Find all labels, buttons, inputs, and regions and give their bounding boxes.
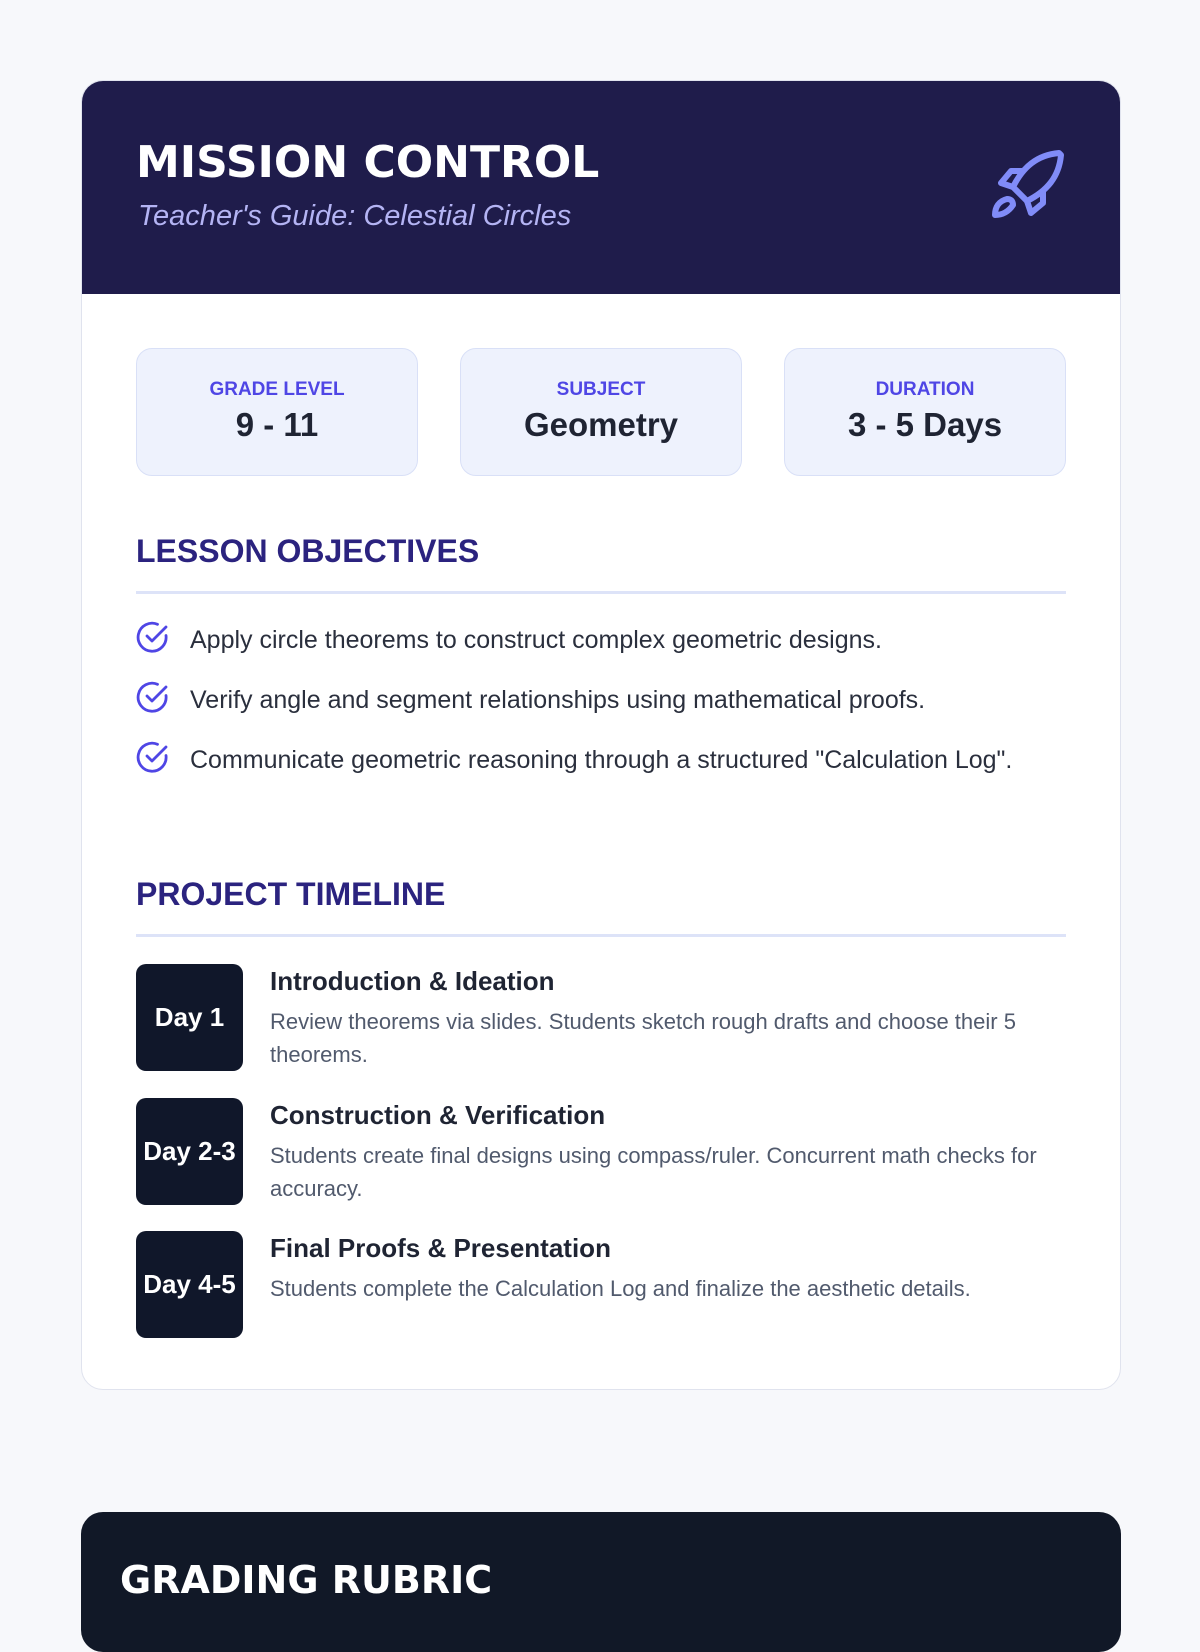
stat-grade-level bbox=[136, 348, 418, 476]
card-header bbox=[82, 81, 1120, 294]
rubric-title: GRADING RUBRIC bbox=[120, 1558, 493, 1602]
stat-subject bbox=[460, 348, 742, 476]
objective-text: Verify angle and segment relationships using mathematical proofs. bbox=[190, 686, 926, 714]
stat-value: 3 - 5 Days bbox=[847, 406, 1003, 443]
timeline-heading: PROJECT TIMELINE bbox=[136, 876, 446, 912]
check-circle-icon bbox=[136, 620, 170, 654]
day-badge: Day 1 bbox=[136, 964, 243, 1071]
page-title: MISSION CONTROL bbox=[136, 137, 600, 188]
objective-text: Apply circle theorems to construct complex geometric designs. bbox=[190, 626, 882, 654]
timeline-item-description: Students complete the Calculation Log and finalize the aesthetic details. bbox=[270, 1276, 971, 1301]
objectives-heading: LESSON OBJECTIVES bbox=[136, 533, 480, 569]
check-circle-icon bbox=[136, 740, 170, 774]
timeline-item-title: Final Proofs & Presentation bbox=[270, 1233, 611, 1263]
timeline-item-description: Review theorems via slides. Students sketch rough drafts and choose their 5 theorems. bbox=[270, 1009, 1016, 1067]
stat-label: DURATION bbox=[875, 379, 975, 400]
day-badge: Day 4-5 bbox=[136, 1231, 243, 1338]
stat-duration bbox=[784, 348, 1066, 476]
stat-value: Geometry bbox=[523, 406, 679, 443]
stat-label: GRADE LEVEL bbox=[209, 379, 345, 400]
check-circle-icon bbox=[136, 680, 170, 714]
grading-rubric-card bbox=[81, 1512, 1121, 1652]
stat-value: 9 - 11 bbox=[235, 406, 319, 443]
page-subtitle: Teacher's Guide: Celestial Circles bbox=[138, 200, 572, 232]
teacher-guide-card bbox=[81, 80, 1121, 1390]
timeline-item-title: Construction & Verification bbox=[270, 1100, 606, 1130]
lesson-stats bbox=[136, 348, 1066, 478]
timeline-item-title: Introduction & Ideation bbox=[270, 966, 555, 996]
objective-text: Communicate geometric reasoning through a structured "Calculation Log". bbox=[190, 746, 1013, 774]
rocket-icon bbox=[989, 149, 1065, 225]
objectives-divider bbox=[136, 591, 1066, 594]
timeline-item-description: Students create final designs using compass/ruler. Concurrent math checks for accuracy. bbox=[270, 1143, 1037, 1201]
timeline-divider bbox=[136, 934, 1066, 937]
day-badge: Day 2-3 bbox=[136, 1098, 243, 1205]
stat-label: SUBJECT bbox=[556, 379, 646, 400]
